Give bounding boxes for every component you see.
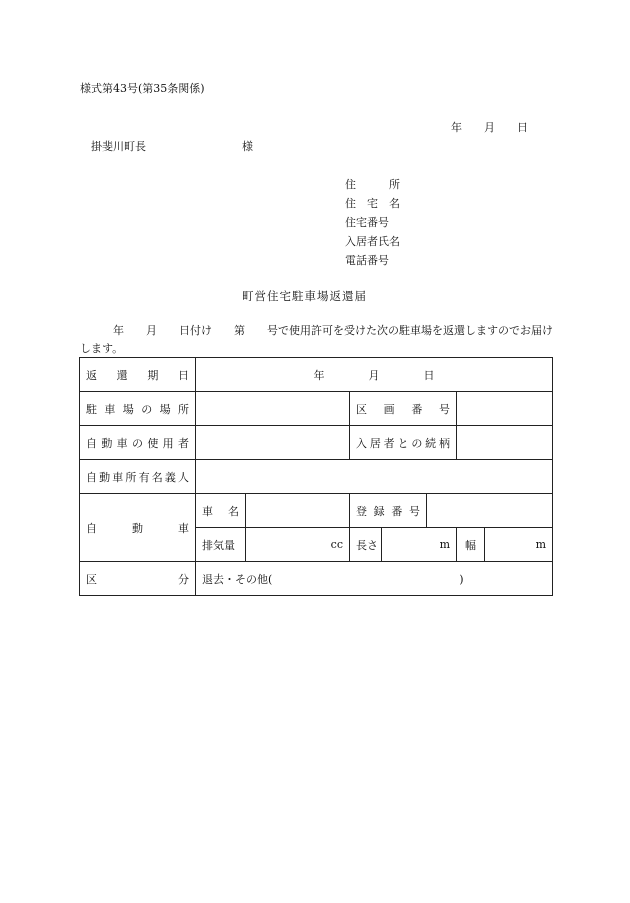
table-row	[80, 562, 553, 596]
applicant-block	[345, 175, 400, 270]
owner-field[interactable]	[196, 460, 553, 494]
applicant-phone-label: 電話番号	[345, 254, 389, 267]
honorific: 様	[242, 140, 253, 153]
category-field[interactable]: 退去・その他( )	[196, 562, 553, 596]
car-name-label: 車名	[196, 494, 246, 528]
parking-location-field[interactable]	[196, 392, 350, 426]
category-label: 区分	[80, 562, 196, 596]
width-label: 幅	[457, 528, 485, 562]
parking-location-label: 駐車場の場所	[80, 392, 196, 426]
relation-field[interactable]	[457, 426, 553, 460]
applicant-resident-name-label: 入居者氏名	[345, 235, 400, 248]
table-row	[80, 494, 553, 528]
car-user-label: 自動車の使用者	[80, 426, 196, 460]
applicant-address-label: 住 所	[345, 178, 400, 191]
form-number: 様式第43号(第35条関係)	[80, 82, 205, 95]
section-number-field[interactable]	[457, 392, 553, 426]
owner-label: 自動車所有名義人	[80, 460, 196, 494]
body-text: 年 月 日付け 第 号で使用許可を受けた次の駐車場を返還しますのでお届けします。	[80, 324, 553, 355]
length-label: 長さ	[350, 528, 382, 562]
car-user-field[interactable]	[196, 426, 350, 460]
return-date-field[interactable]: 年 月 日	[196, 358, 553, 392]
vehicle-label: 自動車	[80, 494, 196, 562]
registration-number-field[interactable]	[427, 494, 553, 528]
addressee: 掛斐川町長	[91, 140, 146, 153]
table-row	[80, 392, 553, 426]
section-number-label: 区画番号	[350, 392, 457, 426]
submission-date: 年 月 日	[451, 121, 528, 134]
length-field[interactable]: m	[382, 528, 457, 562]
displacement-label: 排気量	[196, 528, 246, 562]
applicant-housing-name-label: 住 宅 名	[345, 197, 400, 210]
registration-number-label: 登録番号	[350, 494, 427, 528]
applicant-housing-number-label: 住宅番号	[345, 216, 389, 229]
width-field[interactable]: m	[485, 528, 553, 562]
table-row	[80, 358, 553, 392]
document-title: 町営住宅駐車場返還届	[242, 289, 367, 303]
return-form-table	[79, 357, 553, 596]
table-row	[80, 426, 553, 460]
displacement-field[interactable]: cc	[246, 528, 350, 562]
return-date-label: 返還期日	[80, 358, 196, 392]
car-name-field[interactable]	[246, 494, 350, 528]
relation-label: 入居者との続柄	[350, 426, 457, 460]
table-row	[80, 460, 553, 494]
